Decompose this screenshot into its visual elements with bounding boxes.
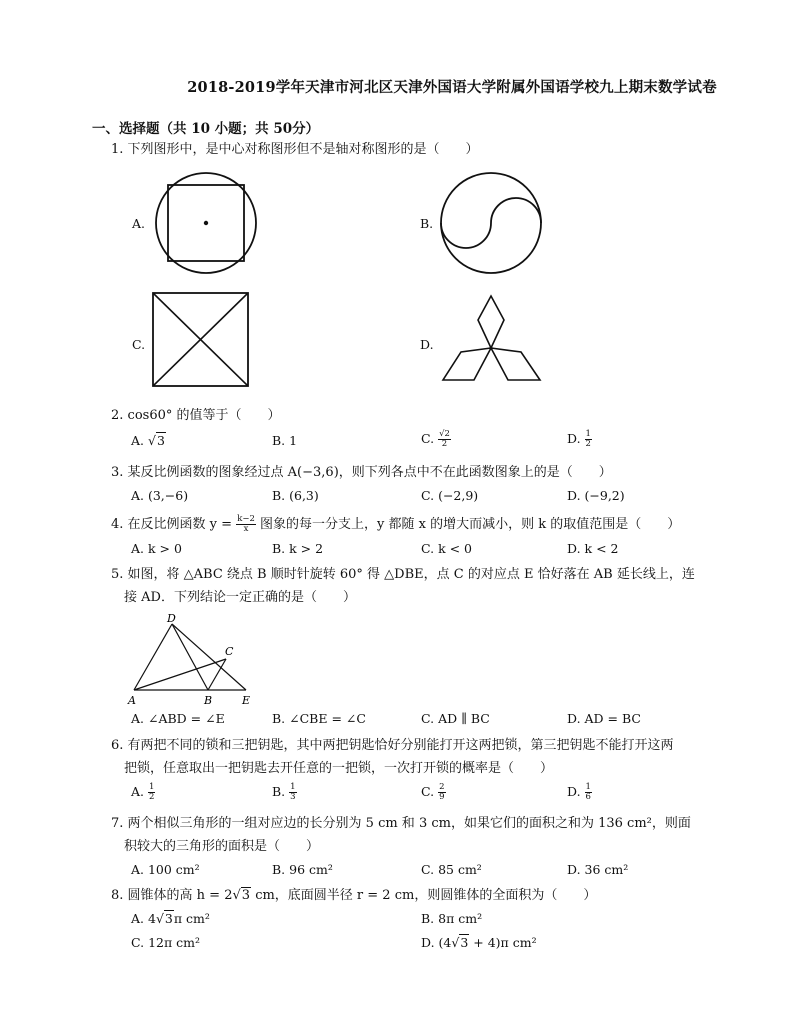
q5-option-a: A. ∠ABD = ∠E — [131, 711, 225, 726]
fraction-denominator: 2 — [441, 439, 448, 449]
q6-option-b-label: B. — [272, 784, 286, 799]
q8-option-d — [421, 935, 537, 951]
q2-option-b: B. 1 — [272, 433, 298, 448]
q8-stem-radicand: 3 — [241, 888, 251, 903]
q3-option-a: A. (3,−6) — [131, 488, 189, 503]
fraction-numerator: 1 — [585, 782, 591, 792]
q8-option-d-radicand: 3 — [460, 935, 469, 950]
q6-option-c-fraction — [438, 783, 445, 802]
q8-option-d-start: D. (4 — [421, 935, 452, 950]
fraction-denominator: 6 — [585, 792, 591, 802]
q5-label-d: D — [167, 612, 176, 625]
q2-option-c-fraction — [438, 430, 451, 449]
section-heading: 一、选择题（共 10 小题；共 50分） — [92, 121, 320, 137]
q1-figure-b — [438, 170, 548, 280]
q5-option-b: B. ∠CBE = ∠C — [272, 711, 366, 726]
question-4-stem — [111, 515, 680, 534]
q5-label-a: A — [128, 694, 136, 707]
question-8-stem — [111, 888, 596, 904]
question-5-stem-line2: 接 AD．下列结论一定正确的是（ ） — [124, 590, 356, 605]
q2-option-a-label: A. — [131, 433, 145, 448]
fraction-numerator: 2 — [439, 782, 445, 792]
q8-option-a-start: A. 4 — [131, 911, 156, 926]
q6-option-d — [567, 783, 592, 802]
q6-option-c-label: C. — [421, 784, 435, 799]
q2-option-c — [421, 430, 451, 449]
q5-option-d: D. AD = BC — [567, 711, 641, 726]
question-5-stem-line1: 5. 如图，将 △ABC 绕点 B 顺时针旋转 60° 得 △DBE，点 C 的对应点 E 恰好落在 AB 延长线上，连 — [111, 567, 695, 582]
q2-option-d-label: D. — [567, 431, 581, 446]
q6-option-a-fraction — [148, 783, 155, 802]
q1-option-a-label: A. — [132, 216, 146, 231]
fraction-denominator: 2 — [149, 792, 155, 802]
question-7-stem-line2: 积较大的三角形的面积是（ ） — [124, 839, 320, 854]
q2-option-c-label: C. — [421, 431, 435, 446]
q6-option-d-fraction — [585, 783, 592, 802]
q1-figure-a — [150, 170, 262, 276]
q3-option-c: C. (−2,9) — [421, 488, 479, 503]
q6-option-a — [131, 783, 155, 802]
q6-option-b — [272, 783, 297, 802]
q6-option-d-label: D. — [567, 784, 581, 799]
q2-option-a — [131, 433, 166, 449]
q8-option-a-radicand: 3 — [164, 911, 173, 926]
fraction-numerator: k−2 — [237, 514, 255, 524]
q5-label-c: C — [225, 645, 234, 658]
page-title: 2018-2019学年天津市河北区天津外国语大学附属外国语学校九上期末数学试卷 — [187, 79, 717, 96]
q3-option-b: B. (6,3) — [272, 488, 319, 503]
q6-option-a-label: A. — [131, 784, 145, 799]
question-1-stem: 1. 下列图形中，是中心对称图形但不是轴对称图形的是（ ） — [111, 142, 479, 157]
sqrt-icon: √ — [451, 935, 460, 950]
q7-option-d: D. 36 cm² — [567, 862, 629, 877]
fraction-numerator: 1 — [585, 429, 591, 439]
fraction-numerator: 1 — [290, 782, 296, 792]
q8-stem-start: 8. 圆锥体的高 h = 2 — [111, 888, 233, 903]
q1-option-b-label: B. — [420, 216, 434, 231]
question-3-stem: 3. 某反比例函数的图象经过点 A(−3,6)，则下列各点中不在此函数图象上的是（ ） — [111, 465, 612, 480]
q8-option-b: B. 8π cm² — [421, 911, 483, 926]
fraction-denominator: 9 — [439, 792, 445, 802]
q5-label-e: E — [242, 694, 251, 707]
sqrt-icon: √ — [155, 911, 164, 926]
q7-option-c: C. 85 cm² — [421, 862, 482, 877]
question-7-stem-line1: 7. 两个相似三角形的一组对应边的长分别为 5 cm 和 3 cm，如果它们的面积之和为 136 cm²，则面 — [111, 816, 691, 831]
q4-option-c: C. k < 0 — [421, 541, 473, 556]
sqrt-icon: √ — [232, 888, 241, 903]
q5-label-b: B — [204, 694, 213, 707]
q7-option-b: B. 96 cm² — [272, 862, 333, 877]
q8-stem-end: cm，底面圆半径 r = 2 cm，则圆锥体的全面积为（ ） — [251, 888, 597, 903]
fraction-denominator: 3 — [290, 792, 296, 802]
fraction-denominator: x — [243, 524, 249, 534]
q7-option-a: A. 100 cm² — [131, 862, 200, 877]
q6-option-b-fraction — [289, 783, 296, 802]
q4-stem-fraction — [236, 515, 256, 534]
q4-stem-end: 图象的每一分支上，y 都随 x 的增大而减小，则 k 的取值范围是（ ） — [260, 517, 681, 532]
q1-figure-d — [440, 294, 548, 384]
q8-option-a-end: π cm² — [173, 911, 210, 926]
q8-option-a — [131, 911, 210, 927]
q4-option-b: B. k > 2 — [272, 541, 324, 556]
fraction-denominator: 2 — [585, 439, 591, 449]
question-2-stem: 2. cos60° 的值等于（ ） — [111, 408, 281, 423]
q1-figure-c — [152, 292, 252, 388]
sqrt-icon: √ — [148, 433, 156, 448]
q1-option-d-label: D. — [420, 337, 434, 352]
q1-option-c-label: C. — [132, 337, 146, 352]
q5-option-c: C. AD ∥ BC — [421, 711, 490, 726]
q4-stem-start: 4. 在反比例函数 y = — [111, 517, 233, 532]
q6-option-c — [421, 783, 446, 802]
q2-option-d-fraction — [585, 430, 592, 449]
q2-option-a-radicand: 3 — [156, 433, 165, 448]
question-6-stem-line2: 把锁，任意取出一把钥匙去开任意的一把锁，一次打开锁的概率是（ ） — [124, 761, 554, 776]
q4-option-d: D. k < 2 — [567, 541, 619, 556]
question-6-stem-line1: 6. 有两把不同的锁和三把钥匙，其中两把钥匙恰好分别能打开这两把锁，第三把钥匙不能打开这两 — [111, 738, 674, 753]
q8-option-c: C. 12π cm² — [131, 935, 201, 950]
q2-option-d — [567, 430, 592, 449]
q3-option-d: D. (−9,2) — [567, 488, 625, 503]
q8-option-d-end: + 4)π cm² — [469, 935, 537, 950]
q5-triangle-figure — [126, 612, 266, 710]
fraction-numerator: 1 — [149, 782, 155, 792]
q4-option-a: A. k > 0 — [131, 541, 182, 556]
fraction-numerator: √2 — [439, 429, 450, 439]
